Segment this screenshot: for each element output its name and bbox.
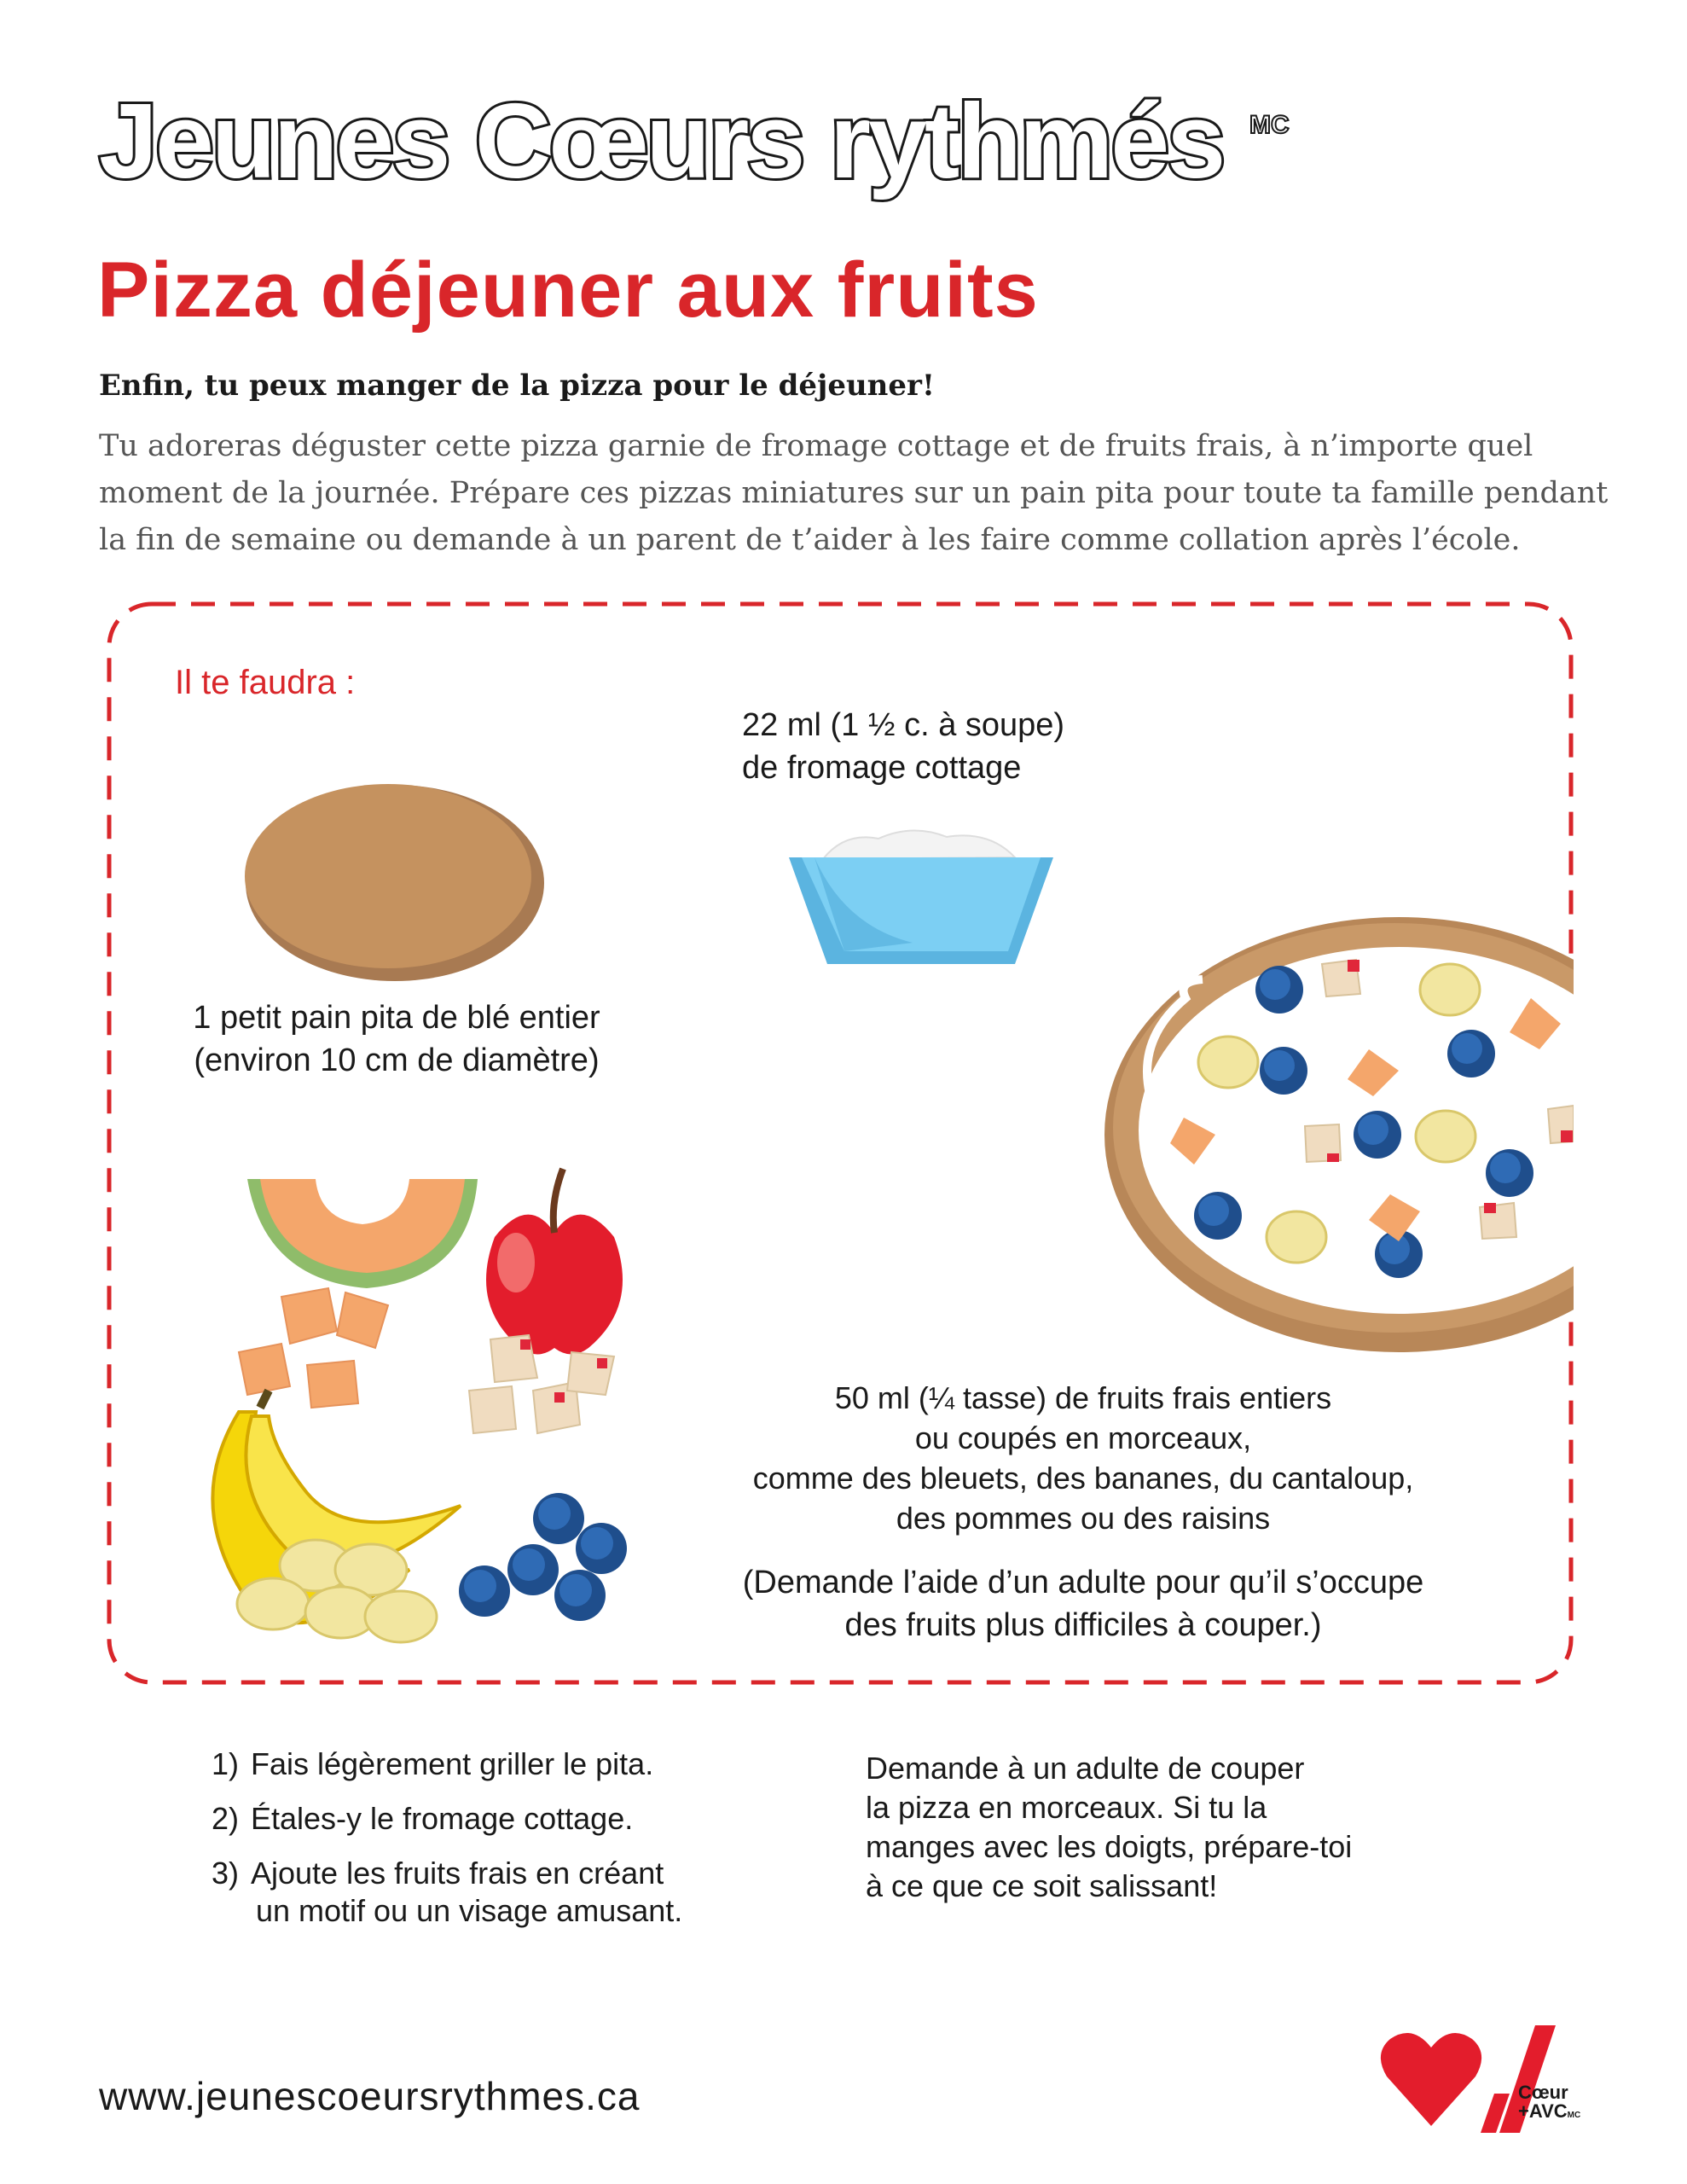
website-link[interactable]: www.jeunescoeursrythmes.ca [99,2074,641,2118]
step-number: 3) [212,1856,240,1891]
cottage-line-2: de fromage cottage [742,750,1022,786]
step-number: 1) [212,1746,240,1781]
logo-line-2 [1518,2102,1580,2125]
cottage-line-1: 22 ml (1 ½ c. à soupe) [742,707,1065,743]
pita-line-1: 1 petit pain pita de blé entier [193,1000,600,1036]
recipe-title: Pizza déjeuner aux fruits [97,247,1039,334]
logo-trademark: MC [1567,2111,1581,2120]
fruits-note-line-1: (Demande l’aide d’un adulte pour qu’il s’occupe [742,1565,1424,1600]
recipe-subtitle: Enfin, tu peux manger de la pizza pour le déjeuner! [99,369,935,403]
tip-line-2: la pizza en morceaux. Si tu la [866,1790,1267,1825]
pita-line-2: (environ 10 cm de diamètre) [194,1043,600,1078]
step-1 [212,1745,809,1783]
step-text-continued: un motif ou un visage amusant. [256,1893,683,1928]
brand-trademark: MC [1249,111,1290,139]
fruits-adult-note [691,1561,1475,1647]
step-3 [212,1855,809,1930]
tip-line-4: à ce que ce soit salissant! [866,1868,1218,1903]
logo-wordmark [1518,2083,1580,2125]
step-number: 2) [212,1801,240,1836]
tip-line-3: manges avec les doigts, prépare-toi [866,1829,1353,1864]
pita-illustration [243,781,550,985]
safety-tip [866,1749,1480,1906]
ingredients-label: Il te faudra : [175,664,356,701]
recipe-steps [212,1745,809,1947]
fruits-line-3: comme des bleuets, des bananes, du cantaloup, [752,1461,1414,1496]
logo-line-2-text: +AVC [1518,2100,1568,2122]
fruits-line-1: 50 ml (¼ tasse) de fruits frais entiers [834,1380,1332,1415]
step-2 [212,1800,809,1838]
ingredient-fruits-text [691,1378,1475,1538]
brand-title: Jeunes Cœurs rythmés [99,83,1224,200]
fruits-illustration [154,1169,631,1664]
fruits-line-2: ou coupés en morceaux, [914,1420,1252,1455]
fruits-line-4: des pommes ou des raisins [896,1501,1271,1536]
ingredient-cottage-text [742,704,1064,789]
step-text: Ajoute les fruits frais en créant [251,1856,664,1891]
recipe-intro: Tu adoreras déguster cette pizza garnie de fromage cottage et de fruits frais, à n’importe quel moment de la journée. Prépare ces pizzas miniatures sur un pain pita pour toute ta famille pendant la fin de semaine ou demande à un parent de t’aider à les faire comme collation après l’école. [99,429,1609,557]
logo-line-1: Cœur [1518,2082,1568,2103]
fruit-pizza-illustration [1100,913,1578,1356]
cottage-bowl-illustration [785,823,1058,968]
step-text: Fais légèrement griller le pita. [251,1746,654,1781]
ingredient-pita-text [158,996,635,1082]
step-text: Étales-y le fromage cottage. [251,1801,634,1836]
tip-line-1: Demande à un adulte de couper [866,1751,1305,1786]
fruits-note-line-2: des fruits plus difficiles à couper.) [844,1607,1322,1643]
